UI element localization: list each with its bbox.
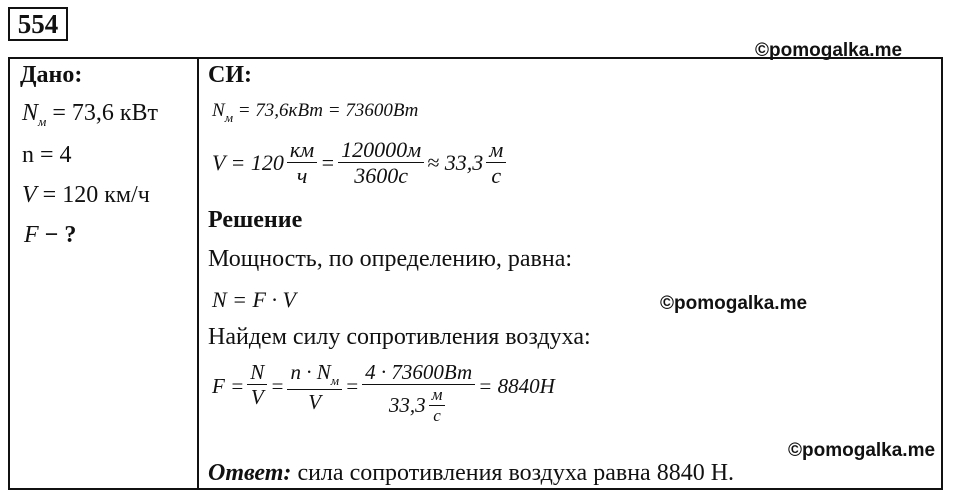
column-divider — [197, 57, 199, 490]
solution-line1: Мощность, по определению, равна: — [208, 246, 573, 272]
si-velocity: V = 120 $\frac{км}{ч}$ = $\frac{120000м}{3600с}$ ≈ 33,3 $\frac{м}{с}$ — [212, 137, 509, 189]
watermark-middle: ©pomogalka.me — [660, 293, 808, 314]
given-title: Дано: — [20, 62, 83, 88]
watermark-bottom: ©pomogalka.me — [788, 440, 936, 461]
si-power: $N_м = 73,6кВт = 73600Вт$ — [212, 100, 419, 125]
given-find: F − ? — [24, 222, 77, 248]
solution-title: Решение — [208, 207, 303, 233]
solution-line2: Найдем силу сопротивления воздуха: — [208, 324, 591, 350]
solution-force-formula: F = $\frac{N}{V}$ = $\frac{n \cdot N_м}{V}$ = 4 · 73600Вт 33,3 $\frac{м}{с}$ = 8840Н — [212, 360, 555, 425]
watermark-top: ©pomogalka.me — [755, 40, 903, 61]
given-power: $N_м = 73,6$ кВт — [22, 100, 159, 129]
problem-number: 554 — [8, 7, 68, 41]
given-n: n = 4 — [22, 142, 72, 168]
given-velocity: V = 120 км/ч — [22, 182, 150, 208]
answer: Ответ: сила сопротивления воздуха равна 8840 Н. — [208, 460, 735, 486]
solution-formula1: N = F · V — [212, 287, 296, 312]
si-title: СИ: — [208, 62, 252, 88]
